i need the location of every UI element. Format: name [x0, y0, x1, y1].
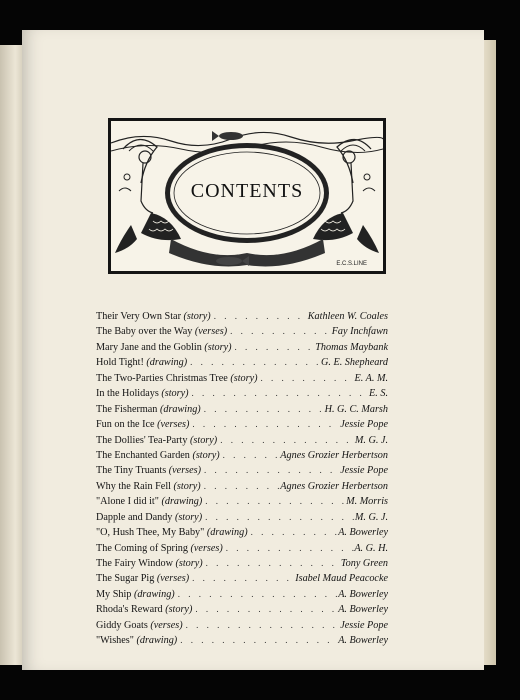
leader-dots: [177, 635, 338, 645]
toc-entry-author: Jessie Pope: [340, 465, 388, 477]
toc-entry-author: Jessie Pope: [340, 419, 388, 431]
toc-entry-kind: (story): [192, 449, 220, 461]
toc-entry-kind: (story): [175, 558, 203, 569]
toc-entry-kind: (story): [173, 480, 201, 492]
toc-entry: [96, 404, 388, 419]
toc-entry-author: A. Bowerley: [338, 588, 388, 600]
toc-entry-title: My Ship (drawing): [96, 588, 175, 600]
contents-title: CONTENTS: [190, 180, 304, 202]
toc-entry: [96, 635, 388, 650]
toc-entry-kind: (story): [165, 604, 193, 616]
toc-entry-title: Fun on the Ice (verses): [96, 419, 190, 431]
page-stack-edge: [484, 40, 496, 665]
toc-entry-kind: (drawing): [133, 588, 175, 600]
leader-dots: [202, 496, 346, 506]
toc-entry-title: Mary Jane and the Goblin (story): [96, 341, 232, 353]
leader-dots: [227, 326, 332, 336]
toc-entry-author: A. G. H.: [354, 542, 388, 554]
toc-entry-title: The Enchanted Garden (story): [96, 449, 220, 461]
toc-entry: [96, 419, 388, 434]
toc-entry: [96, 496, 388, 511]
artist-signature: E.C.S.LINE: [336, 261, 367, 267]
toc-entry-kind: (story): [230, 372, 258, 384]
toc-entry-author: A. Bowerley: [338, 604, 388, 616]
leader-dots: [189, 419, 340, 429]
toc-entry: [96, 465, 388, 480]
toc-entry: [96, 620, 388, 635]
leader-dots: [248, 527, 339, 537]
toc-entry-author: E. A. M.: [354, 372, 388, 384]
toc-entry-kind: (verses): [157, 419, 190, 431]
toc-entry-author: M. Morris: [346, 496, 388, 508]
toc-entry: [96, 373, 388, 388]
toc-entry: [96, 435, 388, 450]
toc-entry: [96, 527, 388, 542]
toc-entry-kind: (verses): [156, 573, 190, 585]
toc-entry-kind: (verses): [150, 619, 183, 631]
toc-entry-kind: (drawing): [206, 527, 248, 539]
toc-entry-kind: (drawing): [159, 403, 201, 415]
toc-entry-author: Kathleen W. Coales: [307, 311, 388, 322]
toc-entry-author: G. E. Shepheard: [321, 357, 388, 369]
leader-dots: [201, 481, 281, 491]
toc-entry: [96, 512, 388, 527]
leader-dots: [217, 435, 355, 445]
toc-entry-title: Their Very Own Star (story): [96, 311, 211, 322]
toc-entry: [96, 589, 388, 604]
toc-entry-kind: (drawing): [136, 635, 178, 647]
toc-entry-title: The Tiny Truants (verses): [96, 465, 202, 477]
toc-entry-author: Tony Green: [340, 558, 388, 569]
toc-entry-title: The Fairy Window (story): [96, 558, 203, 569]
toc-entry-title: The Two-Parties Christmas Tree (story): [96, 372, 258, 384]
toc-entry: [96, 558, 388, 573]
toc-entry: [96, 481, 388, 496]
leader-dots: [203, 558, 341, 568]
toc-entry-title: The Coming of Spring (verses): [96, 542, 223, 554]
toc-entry-author: Jessie Pope: [340, 619, 388, 631]
toc-entry-author: M. G. J.: [354, 434, 388, 446]
toc-entry-title: Hold Tight! (drawing): [96, 357, 188, 369]
toc-entry-author: Agnes Grozier Herbertson: [280, 449, 388, 461]
toc-entry-author: Agnes Grozier Herbertson: [280, 480, 388, 492]
toc-entry-author: M. G. J.: [354, 511, 388, 523]
toc-entry: [96, 311, 388, 326]
toc-entry-kind: (story): [174, 511, 203, 523]
toc-entry-title: "Wishes" (drawing): [96, 635, 178, 647]
leader-dots: [258, 373, 355, 383]
toc-entry-author: Isabel Maud Peacocke: [295, 573, 388, 585]
leader-dots: [201, 404, 325, 414]
toc-entry-title: Why the Rain Fell (story): [96, 480, 201, 492]
leader-dots: [175, 589, 339, 599]
toc-entry-title: In the Holidays (story): [96, 388, 189, 400]
left-page-edge: [0, 45, 22, 665]
toc-entry: [96, 450, 388, 465]
toc-entry: [96, 543, 388, 558]
leader-dots: [201, 465, 340, 475]
toc-entry-kind: (story): [190, 434, 218, 446]
toc-entry-title: The Baby over the Way (verses): [96, 326, 228, 338]
contents-banner: [108, 118, 386, 274]
toc-entry-kind: (drawing): [161, 496, 203, 508]
toc-entry-title: Rhoda's Reward (story): [96, 604, 193, 616]
toc-entry-author: A. Bowerley: [338, 635, 388, 647]
toc-entry-author: Fay Inchfawn: [331, 326, 388, 338]
leader-dots: [189, 573, 295, 583]
leader-dots: [192, 604, 338, 614]
toc-entry-kind: (verses): [168, 465, 202, 477]
toc-entry-kind: (drawing): [146, 357, 188, 369]
toc-entry: [96, 604, 388, 619]
toc-entry-title: Giddy Goats (verses): [96, 619, 183, 631]
leader-dots: [183, 620, 341, 630]
leader-dots: [189, 388, 370, 398]
toc-entry: [96, 357, 388, 372]
toc-entry-kind: (story): [183, 311, 211, 322]
toc-entry-kind: (verses): [194, 326, 228, 338]
toc-entry: [96, 342, 388, 357]
toc-entry: [96, 573, 388, 588]
toc-entry-kind: (story): [204, 341, 232, 353]
leader-dots: [187, 357, 321, 367]
toc-entry-author: E. S.: [369, 388, 388, 400]
leader-dots: [232, 342, 316, 352]
toc-entry: [96, 388, 388, 403]
toc-entry-title: The Sugar Pig (verses): [96, 573, 190, 585]
leader-dots: [223, 543, 355, 553]
toc-entry: [96, 326, 388, 341]
toc-entry-kind: (verses): [190, 542, 223, 554]
toc-entry-kind: (story): [161, 388, 189, 400]
toc-entry-author: H. G. C. Marsh: [324, 403, 388, 415]
toc-entry-title: Dapple and Dandy (story): [96, 511, 203, 523]
leader-dots: [211, 311, 308, 321]
leader-dots: [202, 512, 355, 522]
leader-dots: [220, 450, 281, 460]
toc-entry-author: Thomas Maybank: [315, 341, 388, 353]
toc-entry-author: A. Bowerley: [338, 527, 388, 539]
toc-entry-title: "Alone I did it" (drawing): [96, 496, 203, 508]
toc-entry-title: The Dollies' Tea-Party (story): [96, 434, 218, 446]
toc-entry-title: "O, Hush Thee, My Baby" (drawing): [96, 527, 248, 539]
table-of-contents: [96, 311, 388, 651]
toc-entry-title: The Fisherman (drawing): [96, 403, 201, 415]
